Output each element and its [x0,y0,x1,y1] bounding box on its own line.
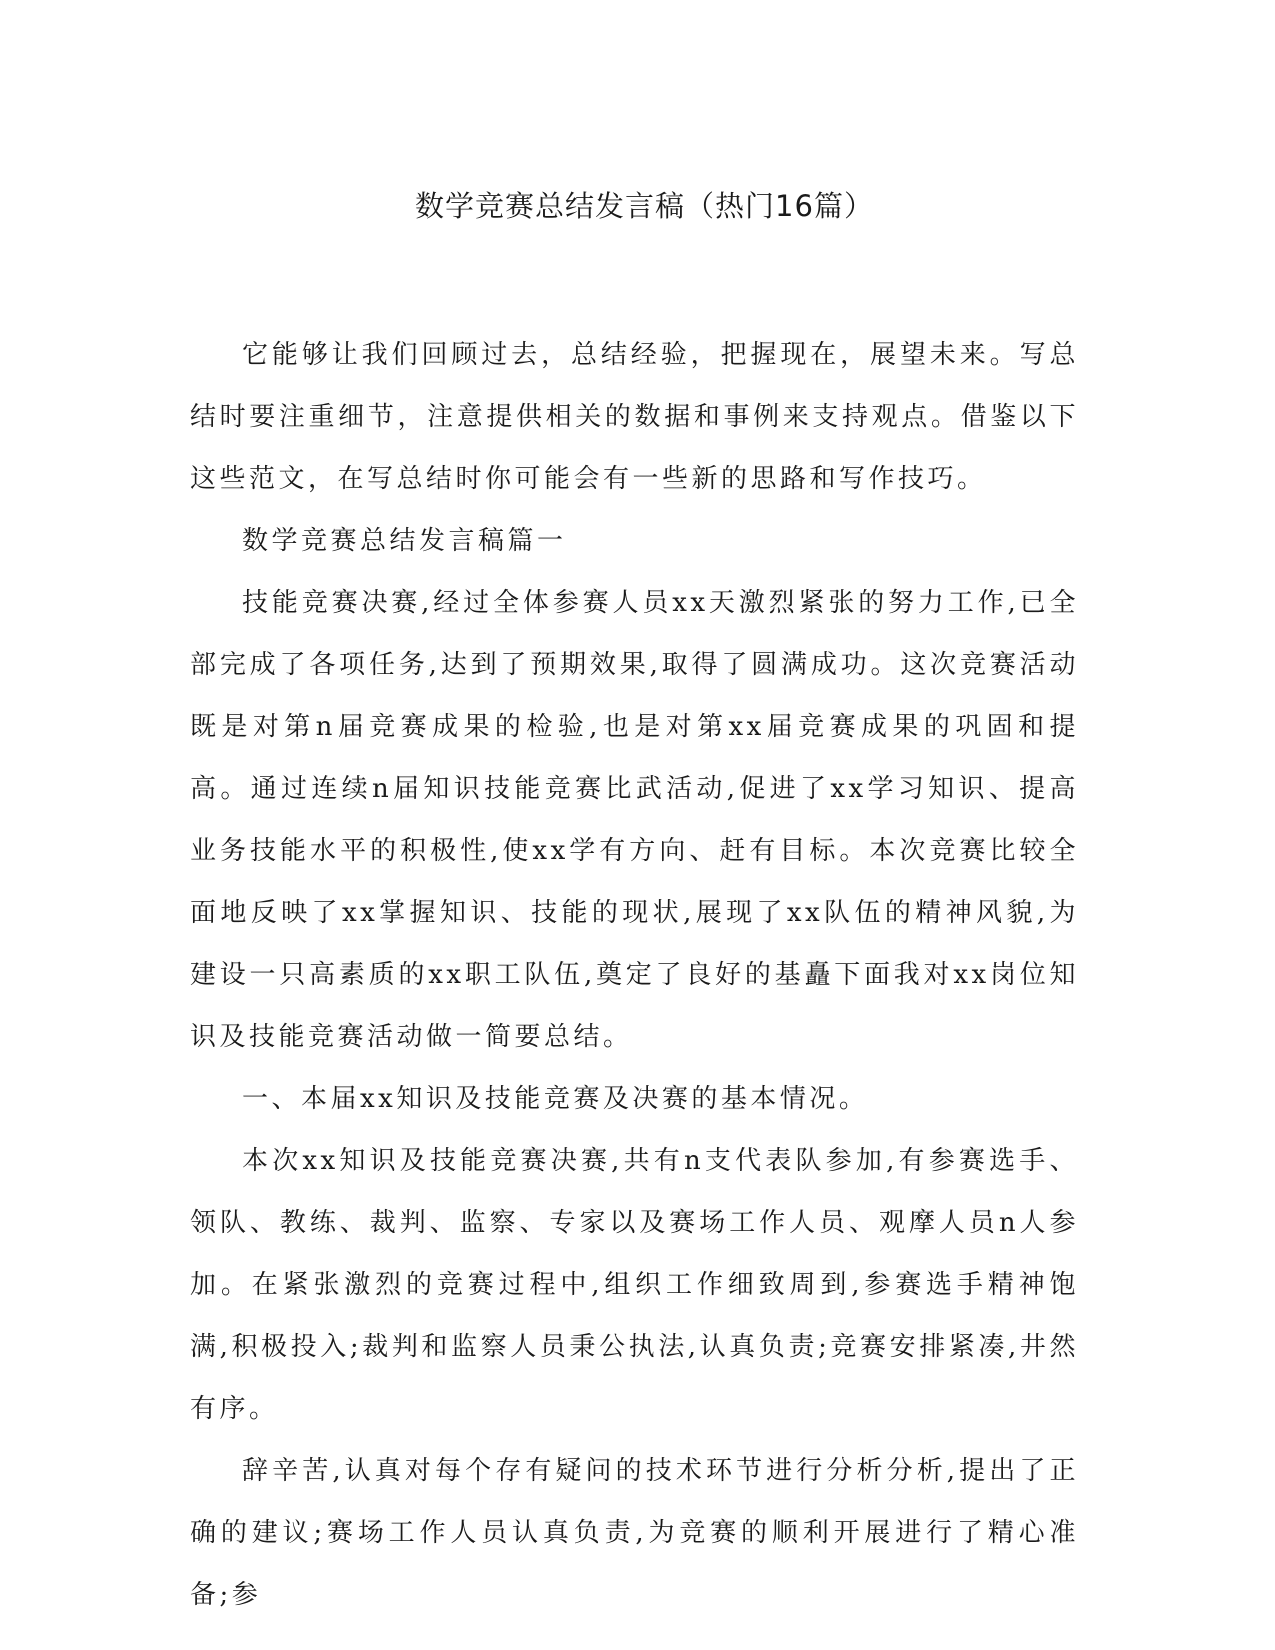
body-paragraph: 本次xx知识及技能竞赛决赛,共有n支代表队参加,有参赛选手、领队、教练、裁判、监察、专家以及赛场工作人员、观摩人员n人参加。在紧张激烈的竞赛过程中,组织工作细致周到,参赛选手精神饱满,积极投入;裁判和监察人员秉公执法,认真负责;竞赛安排紧凑,井然有序。 [190,1146,1079,1424]
document-title: 数学竞赛总结发言稿（热门16篇） [415,189,874,223]
body-paragraph: 技能竞赛决赛,经过全体参赛人员xx天激烈紧张的努力工作,已全部完成了各项任务,达到了预期效果,取得了圆满成功。这次竞赛活动既是对第n届竞赛成果的检验,也是对第xx届竞赛成果的巩固和提高。通过连续n届知识技能竞赛比武活动,促进了xx学习知识、提高业务技能水平的积极性,使xx学有方向、赶有目标。本次竞赛比较全面地反映了xx掌握知识、技能的现状,展现了xx队伍的精神风貌,为建设一只高素质的xx职工队伍,奠定了良好的基矗下面我对xx岗位知识及技能竞赛活动做一简要总结。 [190,588,1079,1052]
document-body [190,324,1079,1626]
body-paragraph: 辞辛苦,认真对每个存有疑问的技术环节进行分析分析,提出了正确的建议;赛场工作人员认真负责,为竞赛的顺利开展进行了精心准备;参 [190,1456,1079,1610]
section-heading-part-one: 数学竞赛总结发言稿篇一 [242,526,567,556]
subsection-heading: 一、本届xx知识及技能竞赛及决赛的基本情况。 [242,1084,869,1114]
intro-paragraph: 它能够让我们回顾过去，总结经验，把握现在，展望未来。写总结时要注重细节，注意提供相关的数据和事例来支持观点。借鉴以下这些范文，在写总结时你可能会有一些新的思路和写作技巧。 [190,340,1079,494]
